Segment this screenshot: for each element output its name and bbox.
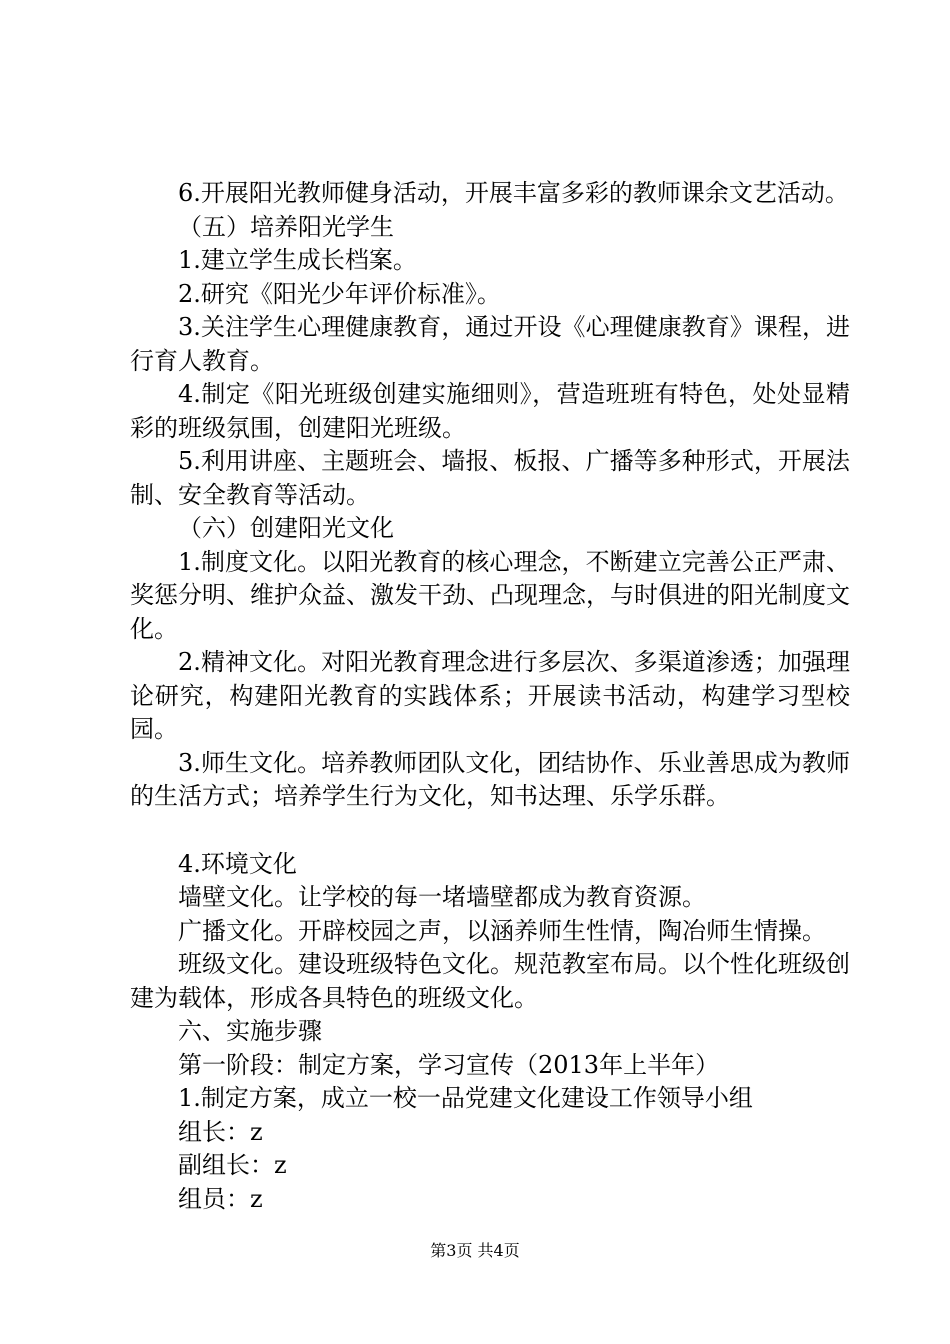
paragraph: 4.环境文化 [178,849,297,878]
paragraph: 5.利用讲座、主题班会、墙报、板报、广播等多种形式，开展法制、安全教育等活动。 [130,447,850,509]
paragraph: 副组长：z [178,1151,287,1179]
section-heading: （六）创建阳光文化 [178,514,394,542]
paragraph: 3.师生文化。培养教师团队文化，团结协作、乐业善思成为教师的生活方式；培养学生行为文化，知书达理、乐学乐群。 [130,748,850,810]
paragraph: 4.制定《阳光班级创建实施细则》，营造班班有特色，处处显精彩的班级氛围，创建阳光班级。 [130,380,850,442]
section-heading: （五）培养阳光学生 [178,212,394,241]
paragraph: 班级文化。建设班级特色文化。规范教室布局。以个性化班级创建为载体，形成各具特色的班级文化。 [130,950,850,1012]
paragraph: 组员：z [178,1184,263,1213]
section-heading: 六、实施步骤 [178,1017,322,1045]
paragraph: 广播文化。开辟校园之声，以涵养师生性情，陶冶师生情操。 [178,916,826,945]
paragraph: 1.制度文化。以阳光教育的核心理念，不断建立完善公正严肃、奖惩分明、维护众益、激发干劲、凸现理念，与时俱进的阳光制度文化。 [130,547,850,643]
body-text [130,177,850,1216]
paragraph: 第一阶段：制定方案，学习宣传（2013年上半年） [178,1050,720,1079]
paragraph: 1.制定方案，成立一校一品党建文化建设工作领导小组 [178,1084,753,1112]
paragraph: 3.关注学生心理健康教育，通过开设《心理健康教育》课程，进行育人教育。 [130,313,850,375]
paragraph: 2.研究《阳光少年评价标准》。 [178,279,501,308]
paragraph: 组长：z [178,1117,263,1146]
paragraph-gap [130,814,850,848]
paragraph: 1.建立学生成长档案。 [178,246,417,274]
paragraph: 6.开展阳光教师健身活动，开展丰富多彩的教师课余文艺活动。 [178,179,849,207]
paragraph: 墙壁文化。让学校的每一堵墙壁都成为教育资源。 [178,883,706,911]
paragraph: 2.精神文化。对阳光教育理念进行多层次、多渠道渗透；加强理论研究，构建阳光教育的实践体系；开展读书活动，构建学习型校园。 [130,648,850,743]
page-footer: 第3页 共4页 [430,1241,520,1260]
